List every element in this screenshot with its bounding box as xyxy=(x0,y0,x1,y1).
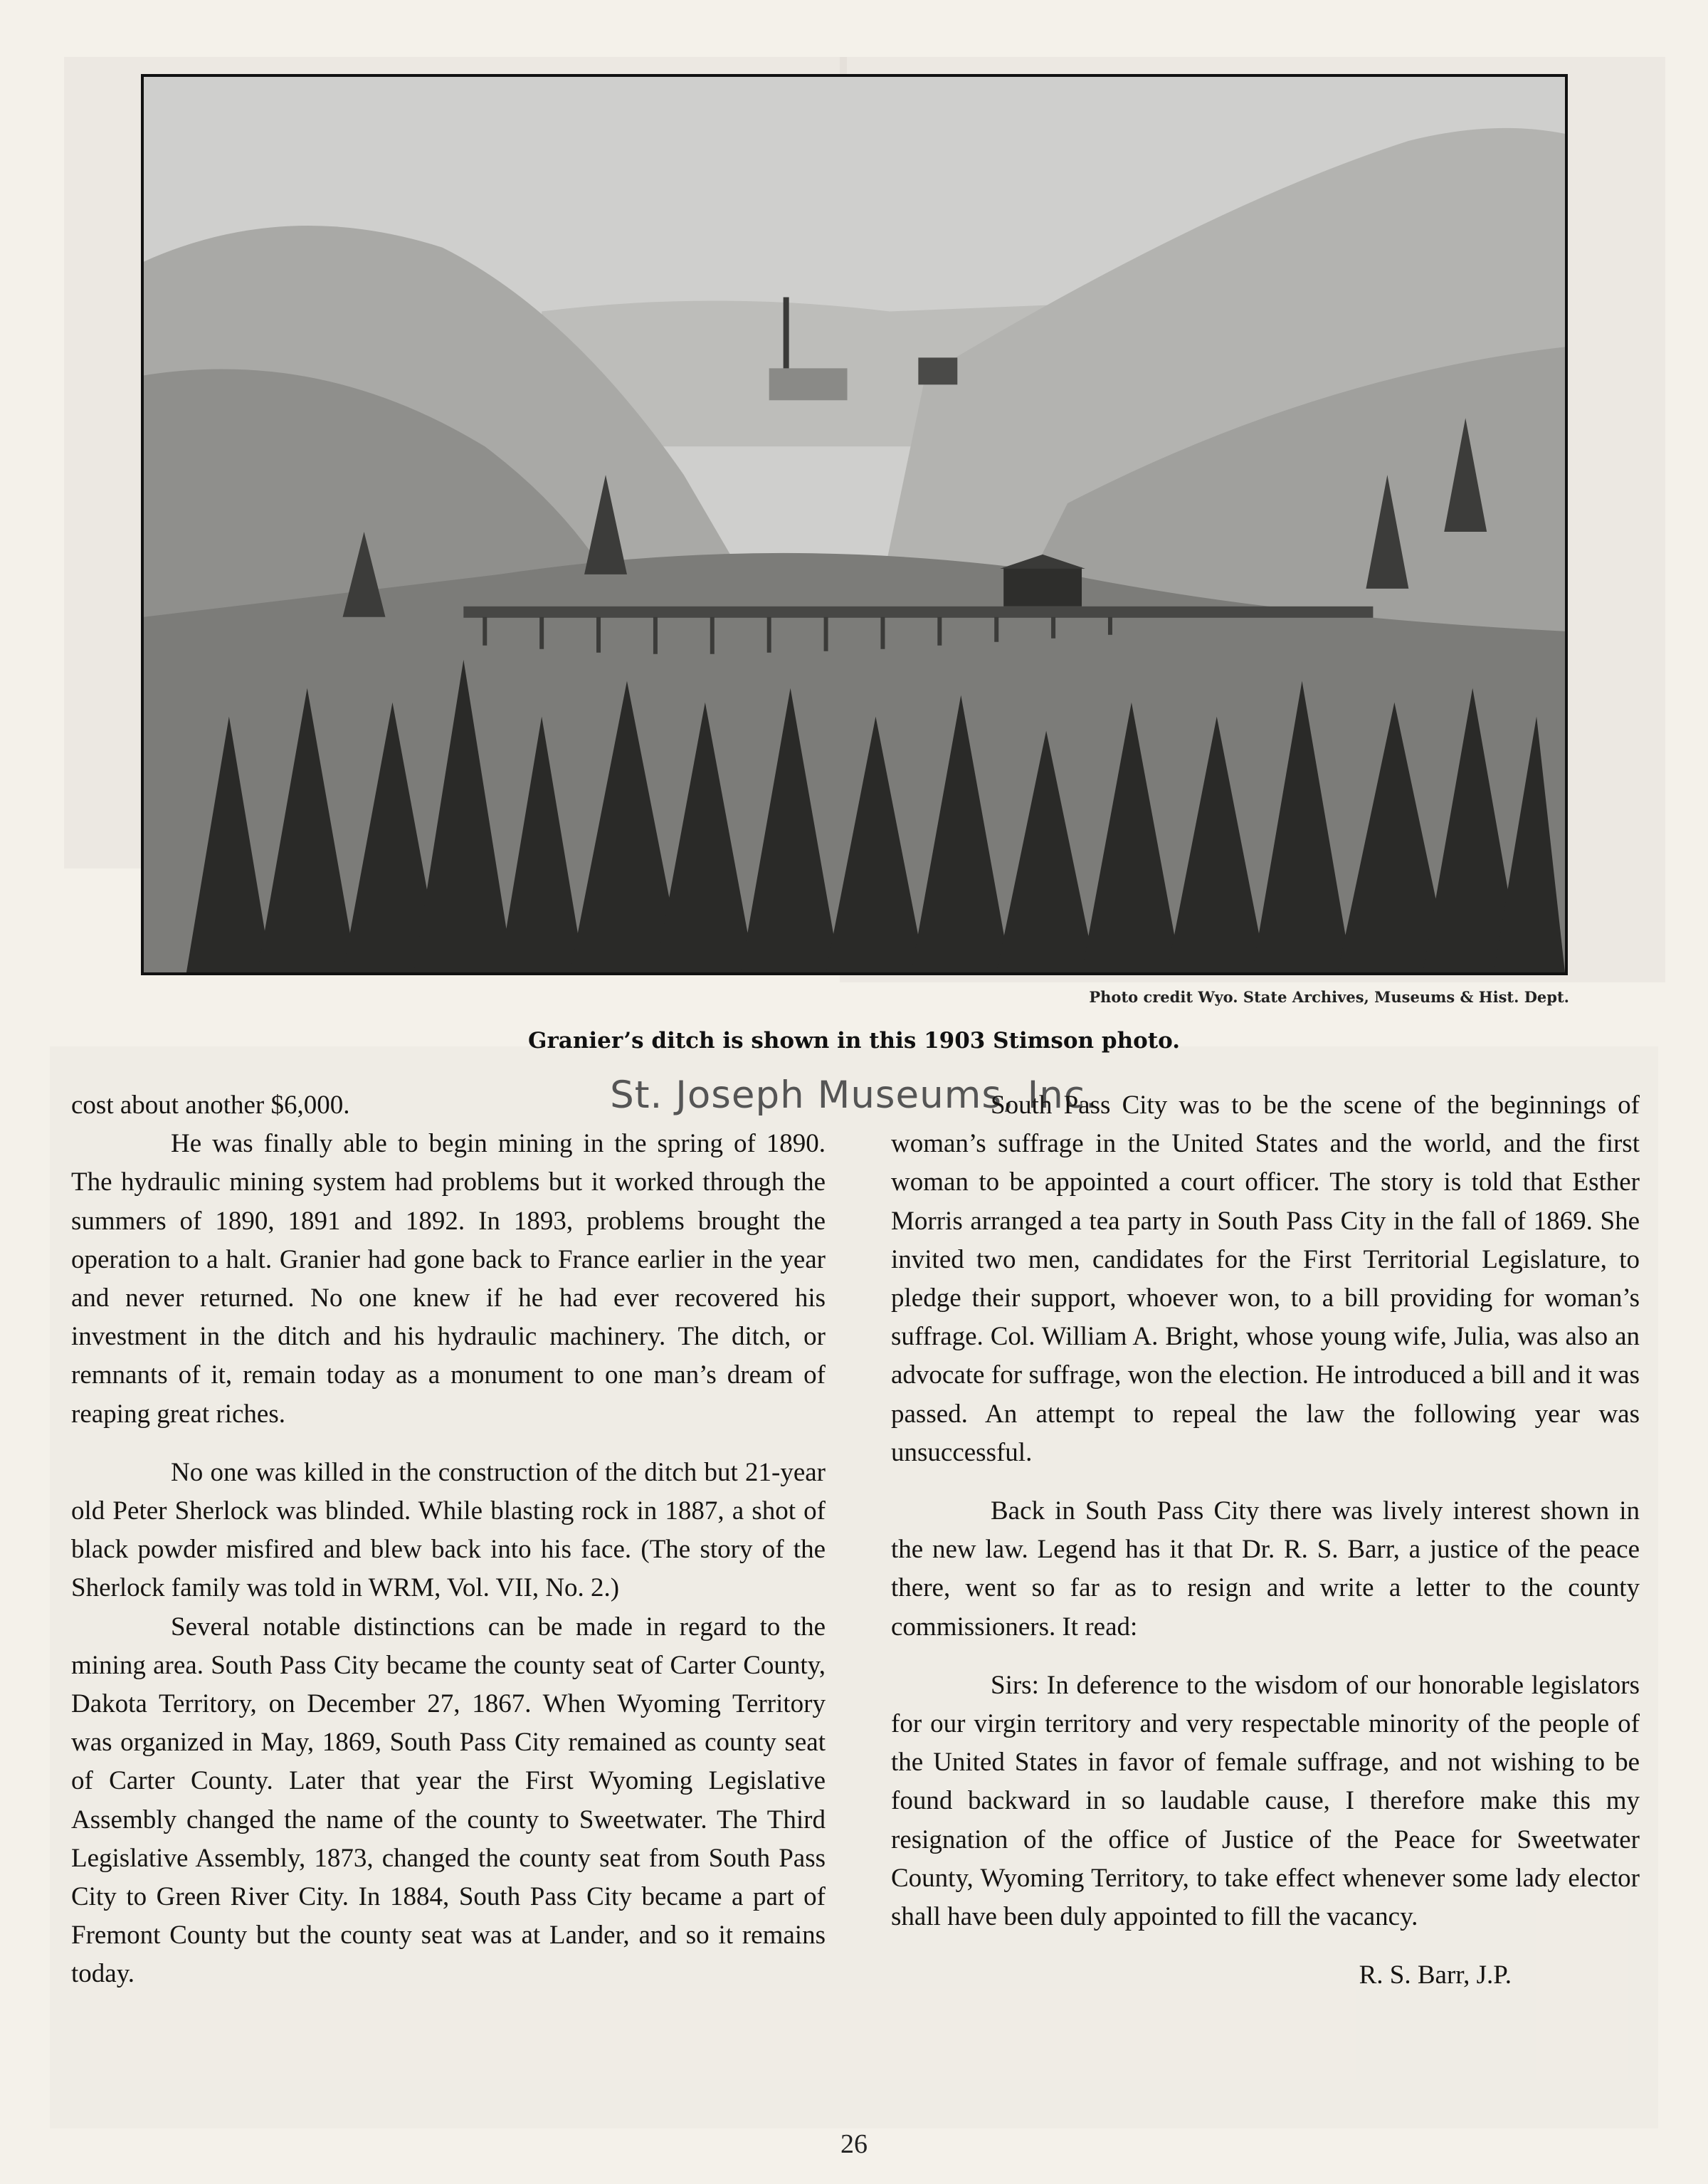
photo-caption: Granier’s ditch is shown in this 1903 Stimson photo. xyxy=(527,1028,1181,1054)
paragraph: South Pass City was to be the scene of the beginnings of woman’s suffrage in the United States and the world, and the first woman to be appointed a court officer. The story is told that Esther Morris arranged a tea party in South Pass City in the fall of 1869. She invited two men, candidates for the First Territorial Legislature, to pledge their support, whoever won, to a bill providing for woman’s suffrage. Col. William A. Bright, whose young wife, Julia, was also an advocate for suffrage, won the election. He introduced a bill and it was passed. An attempt to repeal the law the following year was unsuccessful. xyxy=(891,1091,1640,1467)
left-column xyxy=(71,1086,826,1994)
paragraph: He was finally able to begin mining in the spring of 1890. The hydraulic mining system had problems but it worked through the summers of 1890, 1891 and 1892. In 1893, problems brought the operation to a halt. Granier had gone back to France earlier in the year and never returned. No one knew if he had ever recovered his investment in the ditch and his hydraulic machinery. The ditch, or remnants of it, remain today as a monument to one man’s dream of reaping great riches. xyxy=(71,1129,826,1429)
right-column xyxy=(891,1086,1640,1995)
watermark: St. Joseph Museums, Inc. xyxy=(610,1073,1098,1117)
historic-photo xyxy=(141,74,1568,975)
landscape-illustration xyxy=(144,77,1565,972)
page-number: 26 xyxy=(840,2129,868,2159)
letter-paragraph: Sirs: In deference to the wisdom of our honorable legislators for our virgin territory and very respectable minority of the people of the United States in favor of female suffrage, and not wishing to be found backward in so laudable cause, I therefore make this my resignation of the office of Justice of the Peace for Sweetwater County, Wyoming Territory, to take effect whenever some lady elector shall have been duly appointed to fill the vacancy. xyxy=(891,1670,1640,1932)
photo-credit: Photo credit Wyo. State Archives, Museums & Hist. Dept. xyxy=(1089,988,1569,1006)
paragraph: No one was killed in the construction of the ditch but 21-year old Peter Sherlock was blinded. While blasting rock in 1887, a shot of black powder misfired and blew back into his face. (The story of the Sherlock family was told in WRM, Vol. VII, No. 2.) xyxy=(71,1457,826,1603)
paragraph: Back in South Pass City there was lively interest shown in the new law. Legend has it that Dr. R. S. Barr, a justice of the peace there, went so far as to resign and write a letter to the county commissioners. It read: xyxy=(891,1496,1640,1642)
paragraph: cost about another $6,000. xyxy=(71,1091,350,1120)
paragraph: Several notable distinctions can be made in regard to the mining area. South Pass City became the county seat of Carter County, Dakota Territory, on December 27, 1867. When Wyoming Territory was organized in May, 1869, South Pass City remained as county seat of Carter County. Later that year the First Wyoming Legislative Assembly changed the name of the county to Sweetwater. The Third Legislative Assembly, 1873, changed the county seat from South Pass City to Green River City. In 1884, South Pass City became a part of Fremont County but the county seat was at Lander, and so it remains today. xyxy=(71,1612,826,1989)
signature: R. S. Barr, J.P. xyxy=(1359,1960,1512,1990)
